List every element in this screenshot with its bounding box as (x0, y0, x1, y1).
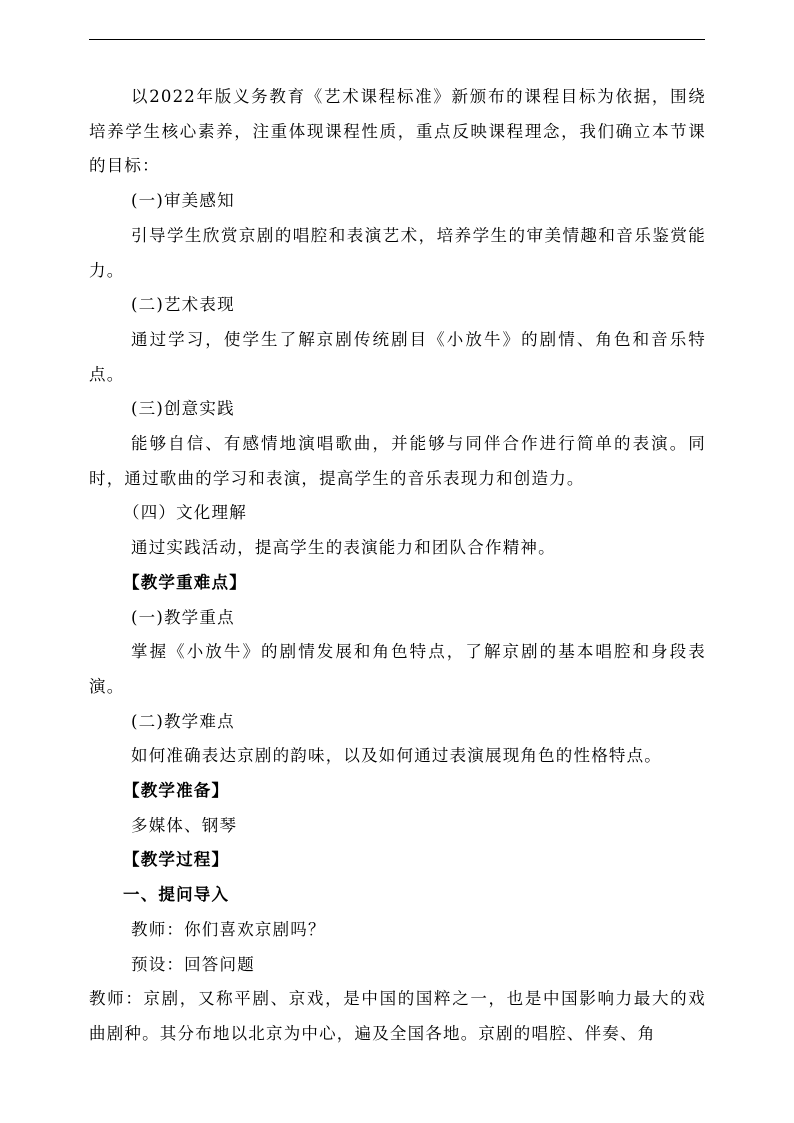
section-title-preparation: 【教学准备】 (123, 781, 230, 801)
intro-paragraph: 以2022年版义务教育《艺术课程标准》新颁布的课程目标为依据，围绕培养学生核心素养，注重体现课程性质，重点反映课程理念，我们确立本节课的目标： (89, 87, 706, 176)
teacher-question: 教师：你们喜欢京剧吗？ (131, 919, 326, 939)
teacher-explanation: 教师：京剧，又称平剧、京戏，是中国的国粹之一，也是中国影响力最大的戏曲剧种。其分布地以北京为中心，遍及全国各地。京剧的唱腔、伴奏、角 (89, 989, 706, 1043)
preparation-text: 多媒体、钢琴 (131, 815, 238, 835)
focus-heading: (一)教学重点 (131, 607, 235, 627)
goal-text-culture: 通过实践活动，提高学生的表演能力和团队合作精神。 (131, 538, 556, 558)
step-heading-intro: 一、提问导入 (123, 885, 230, 905)
goal-heading-expression: (二)艺术表现 (131, 295, 235, 315)
goal-text-expression: 通过学习，使学生了解京剧传统剧目《小放牛》的剧情、角色和音乐特点。 (89, 329, 706, 384)
focus-text: 掌握《小放牛》的剧情发展和角色特点，了解京剧的基本唱腔和身段表演。 (89, 642, 706, 696)
section-title-process: 【教学过程】 (123, 850, 230, 870)
section-title-key-points: 【教学重难点】 (123, 572, 247, 592)
goal-text-practice: 能够自信、有感情地演唱歌曲，并能够与同伴合作进行简单的表演。同时，通过歌曲的学习和表演，提高学生的音乐表现力和创造力。 (89, 434, 706, 488)
difficulty-text: 如何准确表达京剧的韵味，以及如何通过表演展现角色的性格特点。 (131, 746, 662, 766)
header-rule (89, 39, 705, 40)
document-body (89, 80, 706, 1052)
goal-text-aesthetic: 引导学生欣赏京剧的唱腔和表演艺术，培养学生的审美情趣和音乐鉴赏能力。 (89, 225, 706, 280)
goal-heading-practice: (三)创意实践 (131, 399, 235, 419)
difficulty-heading: (二)教学难点 (131, 711, 235, 731)
goal-heading-aesthetic: (一)审美感知 (131, 191, 235, 211)
goal-heading-culture: （四）文化理解 (123, 503, 247, 523)
preset-answer: 预设：回答问题 (131, 954, 255, 974)
